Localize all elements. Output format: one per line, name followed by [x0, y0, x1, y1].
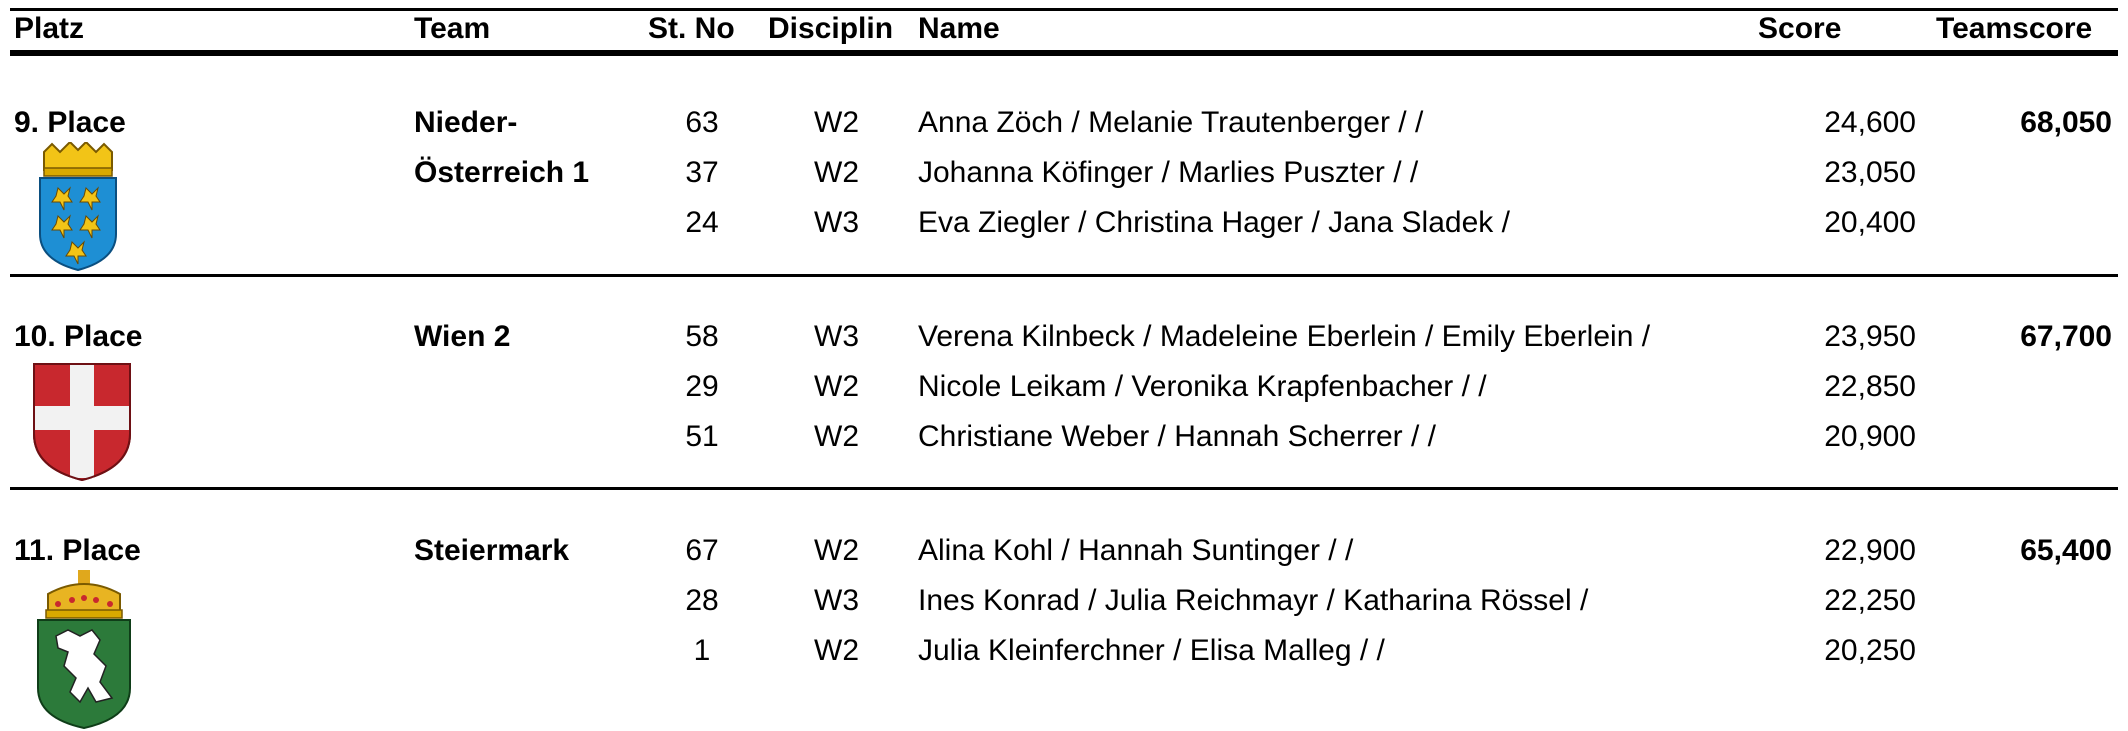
score-value: 22,250 — [1824, 584, 1916, 617]
participant-names: Verena Kilnbeck / Madeleine Eberlein / Emily Eberlein / — [918, 320, 1651, 353]
team-name-line2: Österreich 1 — [414, 156, 590, 189]
discipline: W3 — [814, 206, 859, 239]
start-number: 29 — [685, 370, 719, 403]
teamscore-value: 68,050 — [2020, 106, 2112, 139]
discipline: W2 — [814, 420, 859, 453]
score-value: 22,850 — [1824, 370, 1916, 403]
header-bottom-rule — [10, 50, 2118, 56]
start-number: 67 — [685, 534, 719, 567]
wien-crest-icon — [30, 360, 134, 482]
score-value: 23,050 — [1824, 156, 1916, 189]
start-number: 1 — [693, 634, 711, 667]
section-divider — [10, 274, 2118, 277]
start-number: 28 — [685, 584, 719, 617]
header-teamscore: Teamscore — [1936, 12, 2093, 45]
score-value: 23,950 — [1824, 320, 1916, 353]
header-name: Name — [918, 12, 1000, 45]
discipline: W2 — [814, 156, 859, 189]
steiermark-crest-icon — [34, 570, 134, 730]
team-name: Nieder- — [414, 106, 518, 139]
score-value: 22,900 — [1824, 534, 1916, 567]
header-discipline: Disciplin — [768, 12, 894, 45]
start-number: 24 — [685, 206, 719, 239]
start-number: 51 — [685, 420, 719, 453]
team-name: Wien 2 — [414, 320, 511, 353]
score-value: 20,900 — [1824, 420, 1916, 453]
discipline: W2 — [814, 106, 859, 139]
place-label: 9. Place — [14, 106, 126, 139]
header-platz: Platz — [14, 12, 85, 45]
start-number: 63 — [685, 106, 719, 139]
participant-names: Anna Zöch / Melanie Trautenberger / / — [918, 106, 1424, 139]
score-value: 24,600 — [1824, 106, 1916, 139]
header-top-rule — [10, 8, 2118, 11]
header-stno: St. No — [648, 12, 735, 45]
participant-names: Julia Kleinferchner / Elisa Malleg / / — [918, 634, 1385, 667]
place-label: 10. Place — [14, 320, 143, 353]
niederoesterreich-crest-icon — [36, 142, 120, 272]
teamscore-value: 65,400 — [2020, 534, 2112, 567]
participant-names: Alina Kohl / Hannah Suntinger / / — [918, 534, 1354, 567]
place-label: 11. Place — [14, 534, 141, 567]
discipline: W2 — [814, 534, 859, 567]
participant-names: Johanna Köfinger / Marlies Puszter / / — [918, 156, 1419, 189]
score-value: 20,400 — [1824, 206, 1916, 239]
discipline: W3 — [814, 320, 859, 353]
start-number: 58 — [685, 320, 719, 353]
teamscore-value: 67,700 — [2020, 320, 2112, 353]
participant-names: Nicole Leikam / Veronika Krapfenbacher / / — [918, 370, 1487, 403]
participant-names: Eva Ziegler / Christina Hager / Jana Sladek / — [918, 206, 1510, 239]
discipline: W3 — [814, 584, 859, 617]
team-name: Steiermark — [414, 534, 570, 567]
score-value: 20,250 — [1824, 634, 1916, 667]
start-number: 37 — [685, 156, 719, 189]
participant-names: Ines Konrad / Julia Reichmayr / Katharina Rössel / — [918, 584, 1589, 617]
header-team: Team — [414, 12, 491, 45]
discipline: W2 — [814, 634, 859, 667]
header-score: Score — [1758, 12, 1842, 45]
section-divider — [10, 487, 2118, 490]
participant-names: Christiane Weber / Hannah Scherrer / / — [918, 420, 1437, 453]
discipline: W2 — [814, 370, 859, 403]
